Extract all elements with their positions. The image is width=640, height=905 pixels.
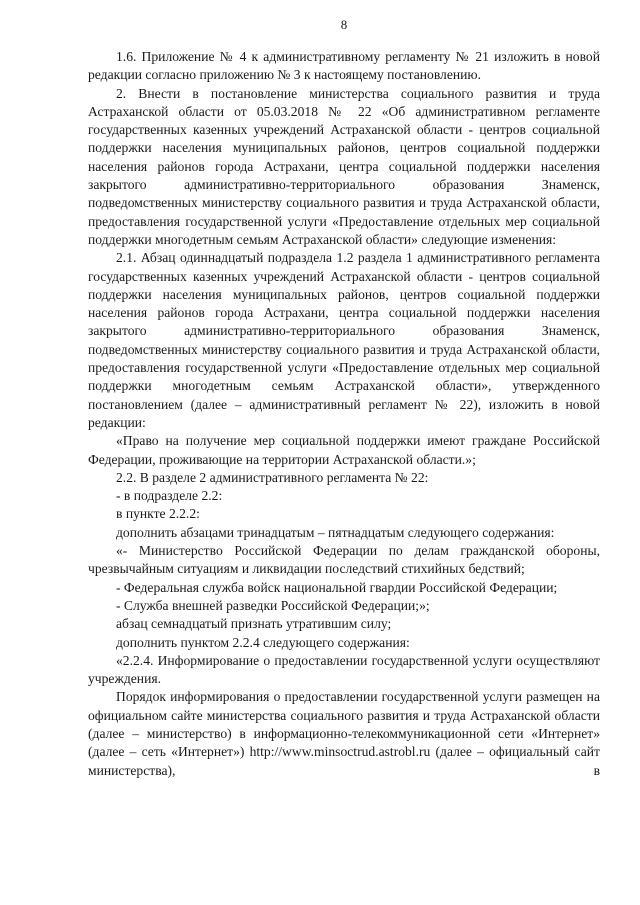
paragraph-add-point-2-2-4: дополнить пунктом 2.2.4 следующего содержания: [116, 634, 410, 650]
paragraph-rosgvardiya: - Федеральная служба войск национальной гвардии Российской Федерации; [116, 579, 558, 595]
paragraph-subsection-2-2: - в подразделе 2.2: [116, 488, 223, 504]
paragraph-mchs: «- Министерство Российской Федерации по делам гражданской обороны, чрезвычайным ситуациям и ликвидации последствий стихийных бедствий; [88, 543, 600, 577]
paragraph-2: 2. Внести в постановление министерства социального развития и труда Астраханской области от 05.03.2018 № 22 «Об административном регламенте государственных казенных учреждений Астраханской области - центров социальной поддержки населения муниципальных районов, центров социальной поддержки населения районов города Астрахани, центра социальной поддержки населения закрытого административно-территориального образования Знаменск, подведомственных министерству социального развития и труда Астраханской области, предоставления государственной услуги «Предоставление отдельных мер социальной поддержки многодетным семьям Астраханской области» следующие изменения: [88, 85, 600, 247]
paragraph-2-2: 2.2. В разделе 2 административного регламента № 22: [116, 469, 429, 485]
paragraph-svr: - Служба внешней разведки Российской Федерации;»; [116, 597, 430, 613]
paragraph-point-2-2-2: в пункте 2.2.2: [116, 506, 200, 522]
page-number: 8 [340, 17, 348, 32]
paragraph-2-1: 2.1. Абзац одиннадцатый подраздела 1.2 раздела 1 административного регламента государственных казенных учреждений Астраханской области - центров социальной поддержки населения муниципальных районов, центров социальной поддержки населения районов города Астрахани, центра социальной поддержки населения закрытого административно-территориального образования Знаменск, подведомственных министерству социального развития и труда Астраханской области, предоставления государственной услуги «Предоставление отдельных мер социальной поддержки многодетным семьям Астраханской области», утвержденного постановлением (далее – административный регламент № 22), изложить в новой редакции: [88, 250, 600, 430]
paragraph-quote-right: «Право на получение мер социальной поддержки имеют граждане Российской Федерации, проживающие на территории Астраханской области.»; [88, 433, 600, 467]
paragraph-add-abzacy: дополнить абзацами тринадцатым – пятнадцатым следующего содержания: [116, 524, 555, 540]
paragraph-poryadok: Порядок информирования о предоставлении государственной услуги размещен на официальном сайте министерства социального развития и труда Астраханской области (далее – министерство) в информационно-телекоммуникационной сети «Интернет» (далее – сеть «Интернет») http://www.minsoctrud.astrobl.ru (далее – официальный сайт министерства), в [88, 689, 600, 778]
paragraph-2-2-4: «2.2.4. Информирование о предоставлении государственной услуги осуществляют учреждения. [88, 652, 600, 687]
paragraph-abzac-17: абзац семнадцатый признать утратившим силу; [116, 616, 392, 632]
paragraph-1-6: 1.6. Приложение № 4 к административному регламенту № 21 изложить в новой редакции согласно приложению № 3 к настоящему постановлению. [88, 49, 600, 83]
